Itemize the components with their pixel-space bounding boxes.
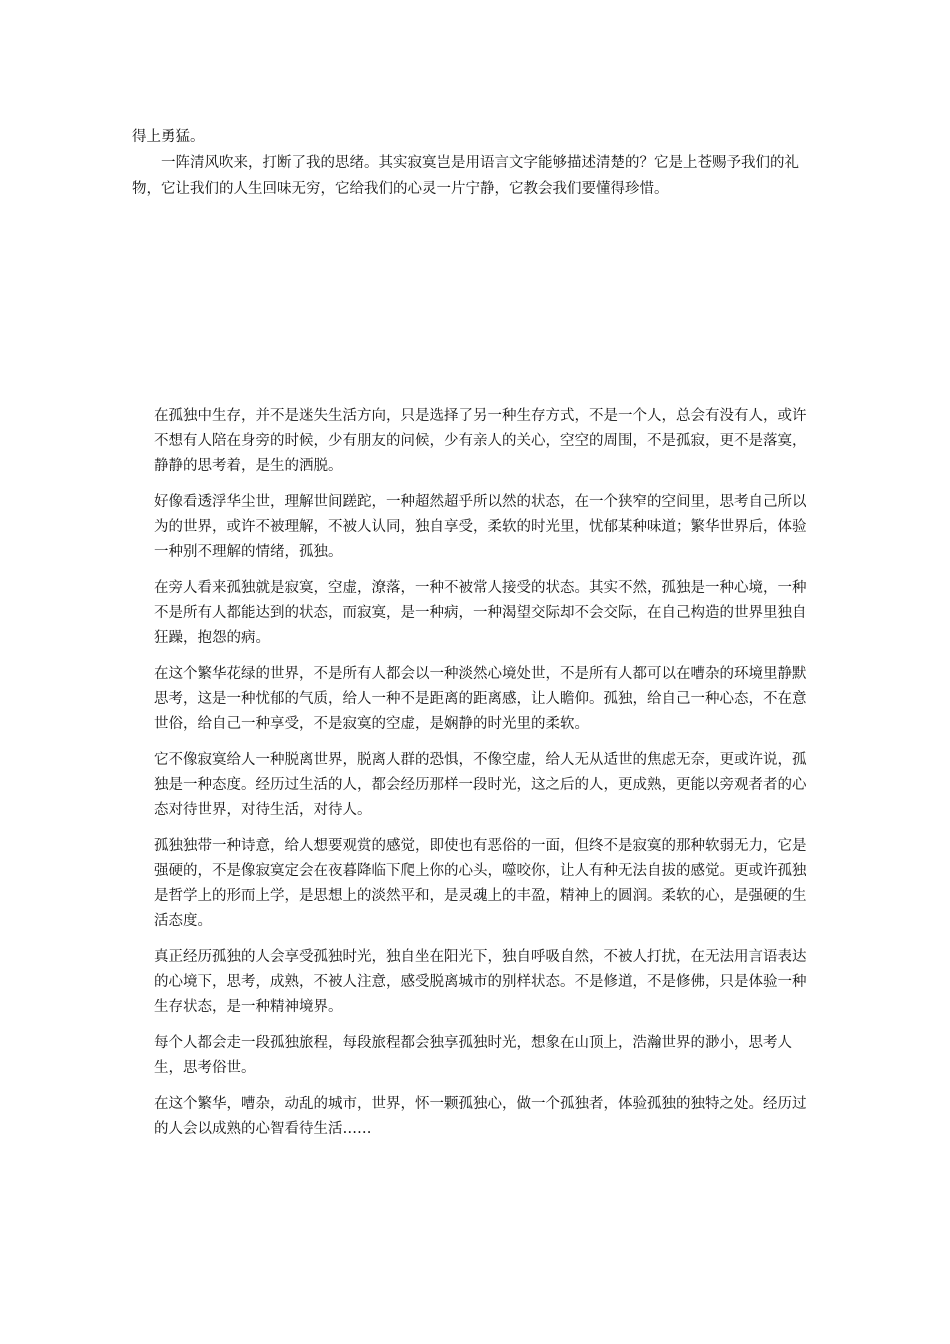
paragraph-conclusion: 一阵清风吹来，打断了我的思绪。其实寂寞岂是用语言文字能够描述清楚的？它是上苍赐予我们的礼物，它让我们的人生回味无穷，它给我们的心灵一片宁静，它教会我们要懂得珍惜。 — [132, 155, 799, 197]
paragraph-9: 在这个繁华，嘈杂，动乱的城市，世界，怀一颗孤独心，做一个孤独者，体验孤独的独特之处。经历过的人会以成熟的心智看待生活…… — [154, 1096, 807, 1137]
paragraph-8: 每个人都会走一段孤独旅程，每段旅程都会独享孤独时光，想象在山顶上，浩瀚世界的渺小，思考人生，思考俗世。 — [154, 1035, 792, 1076]
paragraph-1: 在孤独中生存，并不是迷失生活方向，只是选择了另一种生存方式，不是一个人，总会有没有人，或许不想有人陪在身旁的时候，少有朋友的问候，少有亲人的关心，空空的周围，不是孤寂，更不是落寞，静静的思考着，是生的洒脱。 — [154, 408, 807, 474]
essay-fragment-top — [132, 124, 822, 202]
paragraph-5: 它不像寂寞给人一种脱离世界，脱离人群的恐惧，不像空虚，给人无从适世的焦虑无奈，更或许说，孤独是一种态度。经历过生活的人，都会经历那样一段时光，这之后的人，更成熟，更能以旁观者者的心态对待世界，对待生活，对待人。 — [154, 752, 807, 818]
paragraph-continuation: 得上勇猛。 — [132, 129, 205, 145]
paragraph-6: 孤独独带一种诗意，给人想要观赏的感觉，即使也有恶俗的一面，但终不是寂寞的那种软弱无力，它是强硬的，不是像寂寞定会在夜暮降临下爬上你的心头，噬咬你，让人有种无法自拔的感觉。更或许孤独是哲学上的形而上学，是思想上的淡然平和，是灵魂上的丰盈，精神上的圆润。柔软的心，是强硬的生活态度。 — [154, 838, 807, 929]
paragraph-3: 在旁人看来孤独就是寂寞，空虚，潦落，一种不被常人接受的状态。其实不然，孤独是一种心境，一种不是所有人都能达到的状态，而寂寞，是一种病，一种渴望交际却不会交际，在自己构造的世界里独自狂躁，抱怨的病。 — [154, 580, 807, 646]
paragraph-4: 在这个繁华花绿的世界，不是所有人都会以一种淡然心境处世，不是所有人都可以在嘈杂的环境里静默思考，这是一种忧郁的气质，给人一种不是距离的距离感，让人瞻仰。孤独，给自己一种心态，不在意世俗，给自己一种享受，不是寂寞的空虚，是娴静的时光里的柔软。 — [154, 666, 807, 732]
paragraph-7: 真正经历孤独的人会享受孤独时光，独自坐在阳光下，独自呼吸自然，不被人打扰，在无法用言语表达的心境下，思考，成熟，不被人注意，感受脱离城市的别样状态。不是修道，不是修佛，只是体验一种生存状态，是一种精神境界。 — [154, 949, 807, 1015]
essay-main — [154, 404, 818, 1153]
paragraph-2: 好像看透浮华尘世，理解世间蹉跎，一种超然超乎所以然的状态，在一个狭窄的空间里，思考自己所以为的世界，或许不被理解，不被人认同，独自享受，柔软的时光里，忧郁某种味道；繁华世界后，体验一种别不理解的情绪，孤独。 — [154, 494, 807, 560]
